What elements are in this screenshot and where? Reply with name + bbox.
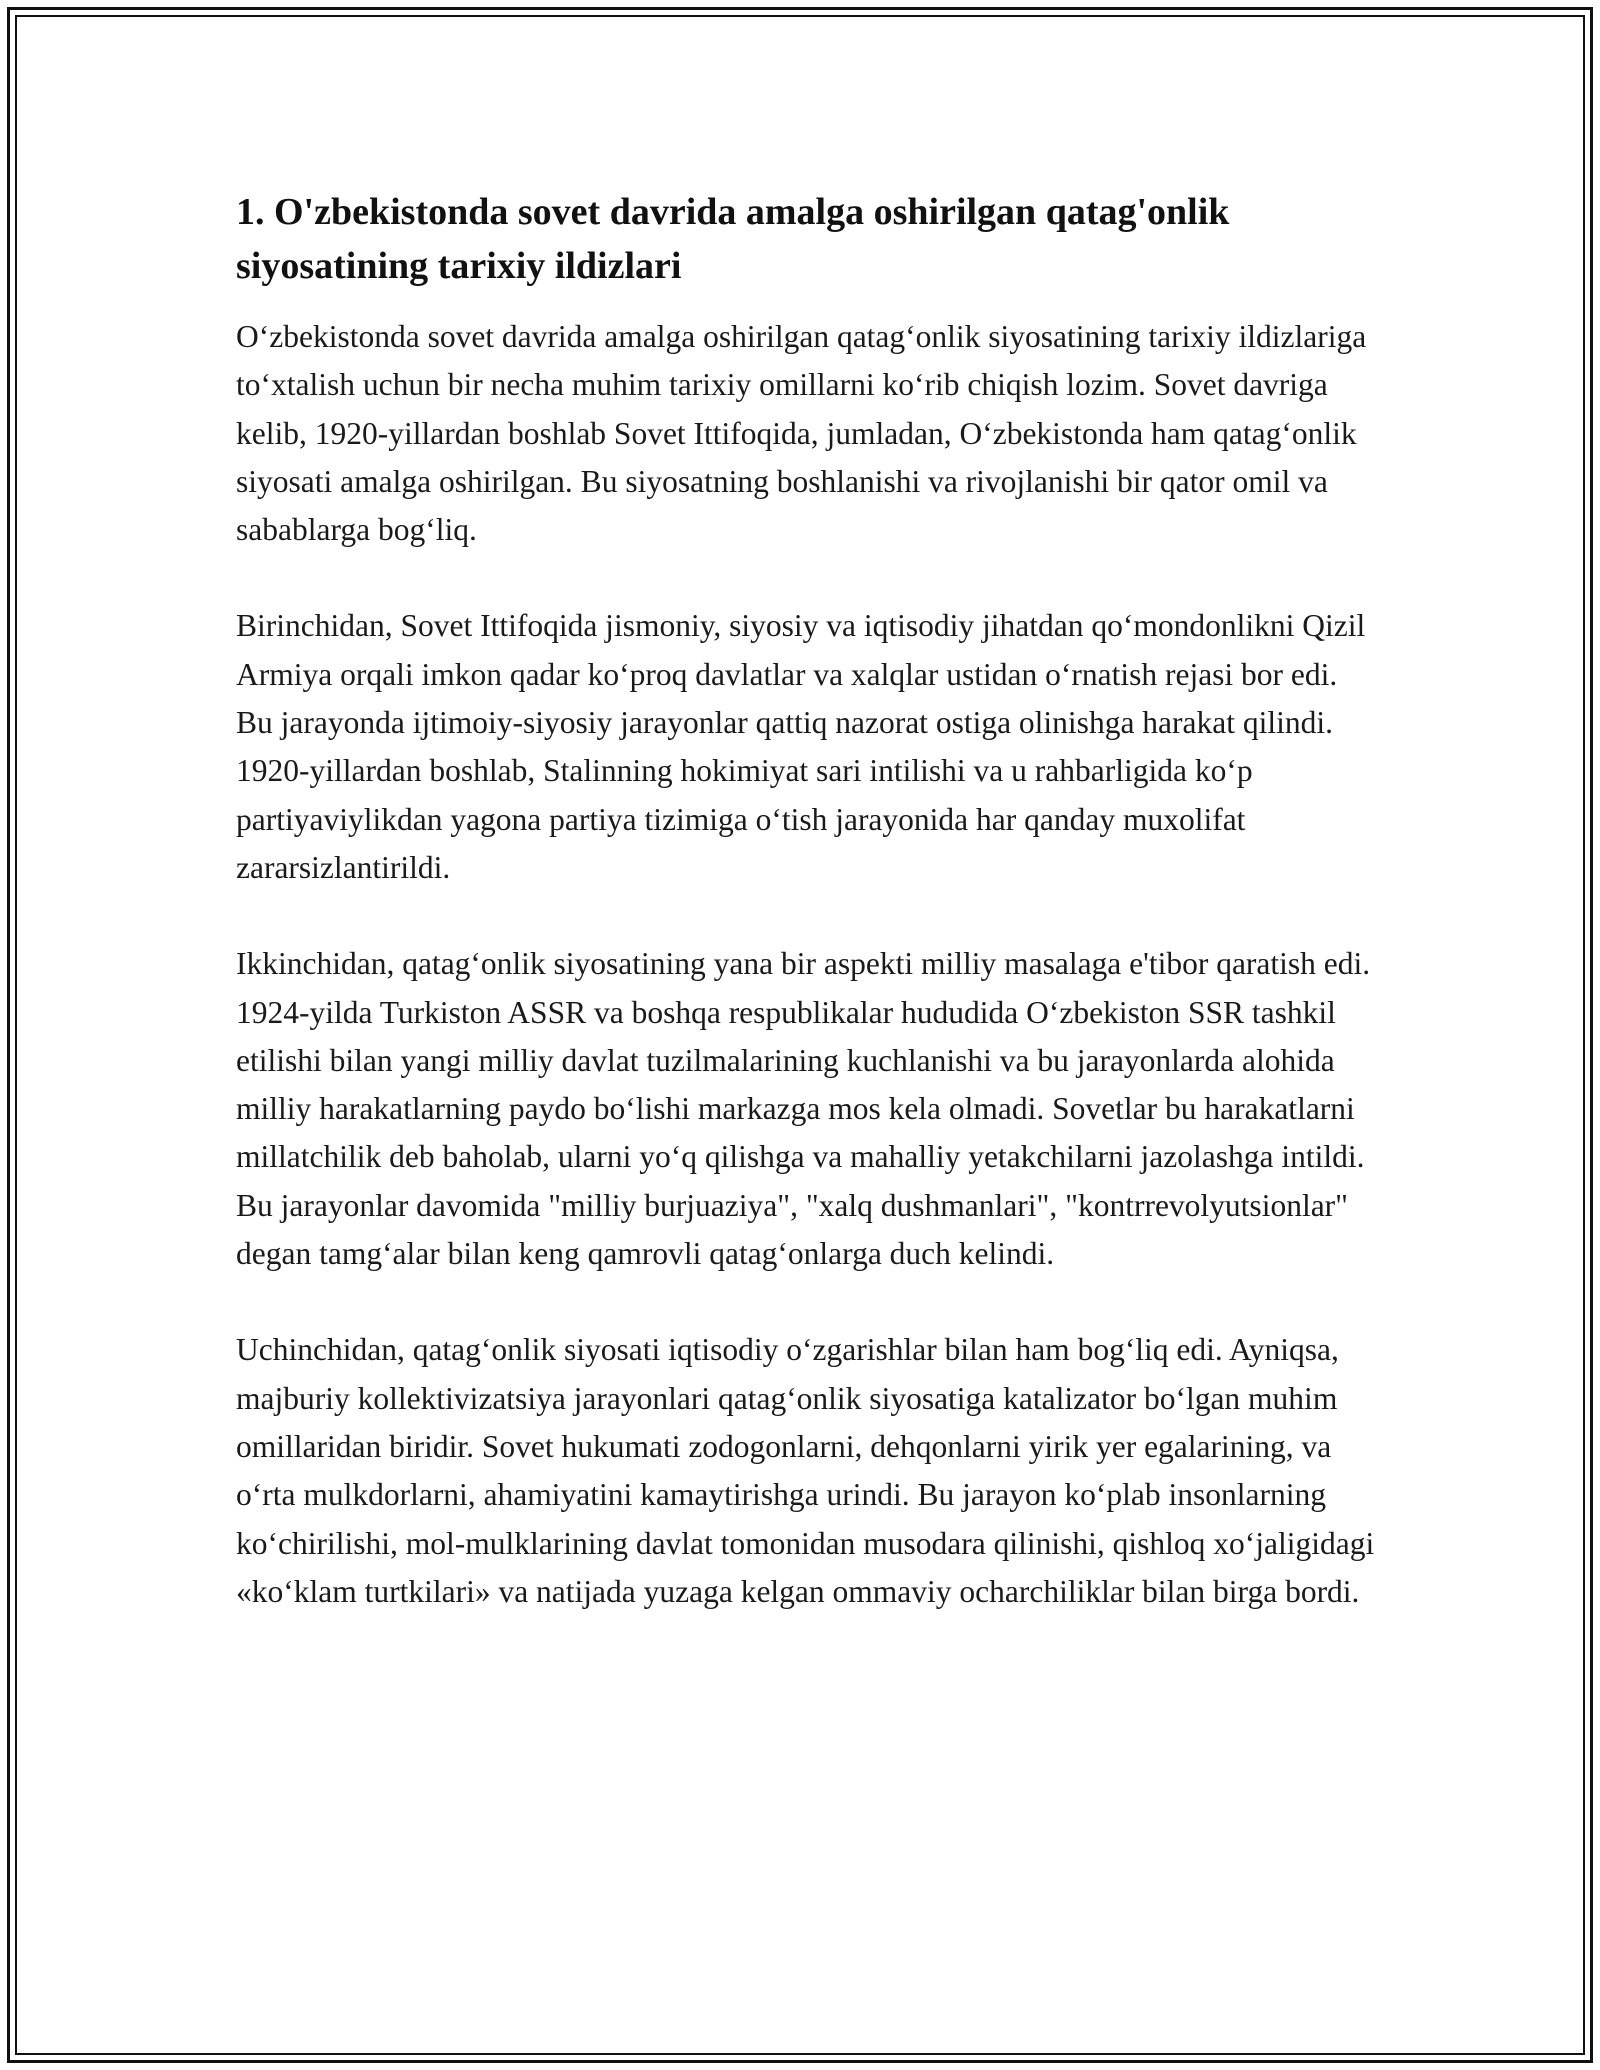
paragraph-1: O‘zbekistonda sovet davrida amalga oshirilgan qatag‘onlik siyosatining tarixiy ildizlariga to‘xtalish uchun bir necha muhim tarixiy omillarni ko‘rib chiqish lozim. Sovet davriga kelib, 1920-yillardan boshlab Sovet Ittifoqida, jumladan, O‘zbekistonda ham qatag‘onlik siyosati amalga oshirilgan. Bu siyosatning boshlanishi va rivojlanishi bir qator omil va sabablarga bog‘liq. bbox=[236, 319, 1367, 548]
paragraph-4: Uchinchidan, qatag‘onlik siyosati iqtisodiy o‘zgarishlar bilan ham bog‘liq edi. Ayniqsa, majburiy kollektivizatsiya jarayonlari qatag‘onlik siyosatiga katalizator bo‘lgan muhim omillaridan biridir. Sovet hukumati zodogonlarni, dehqonlarni yirik yer egalarining, va o‘rta mulkdorlarni, ahamiyatini kamaytirishga urindi. Bu jarayon ko‘plab insonlarning ko‘chirilishi, mol-mulklarining davlat tomonidan musodara qilinishi, qishloq xo‘jaligidagi «ko‘klam turtkilari» va natijada yuzaga kelgan ommaviy ocharchiliklar bilan birga bordi. bbox=[236, 1332, 1375, 1609]
document-body bbox=[236, 185, 1376, 1664]
section-heading: 1. O'zbekistonda sovet davrida amalga oshirilgan qatag'onlik siyosatining tarixiy ildizlari bbox=[236, 191, 1230, 287]
paragraph-3: Ikkinchidan, qatag‘onlik siyosatining yana bir aspekti milliy masalaga e'tibor qaratish edi. 1924-yilda Turkiston ASSR va boshqa respublikalar hududida O‘zbekiston SSR tashkil etilishi bilan yangi milliy davlat tuzilmalarining kuchlanishi va bu jarayonlarda alohida milliy harakatlarning paydo bo‘lishi markazga mos kela olmadi. Sovetlar bu harakatlarni millatchilik deb baholab, ularni yo‘q qilishga va mahalliy yetakchilarni jazolashga intildi. Bu jarayonlar davomida "milliy burjuaziya", "xalq dushmanlari", "kontrrevolyutsionlar" degan tamg‘alar bilan keng qamrovli qatag‘onlarga duch kelindi. bbox=[236, 946, 1371, 1272]
paragraph-2: Birinchidan, Sovet Ittifoqida jismoniy, siyosiy va iqtisodiy jihatdan qo‘mondonlikni Qizil Armiya orqali imkon qadar ko‘proq davlatlar va xalqlar ustidan o‘rnatish rejasi bor edi. Bu jarayonda ijtimoiy-siyosiy jarayonlar qattiq nazorat ostiga olinishga harakat qilindi. 1920-yillardan boshlab, Stalinning hokimiyat sari intilishi va u rahbarligida ko‘p partiyaviylikdan yagona partiya tizimiga o‘tish jarayonida har qanday muxolifat zararsizlantirildi. bbox=[236, 608, 1366, 885]
